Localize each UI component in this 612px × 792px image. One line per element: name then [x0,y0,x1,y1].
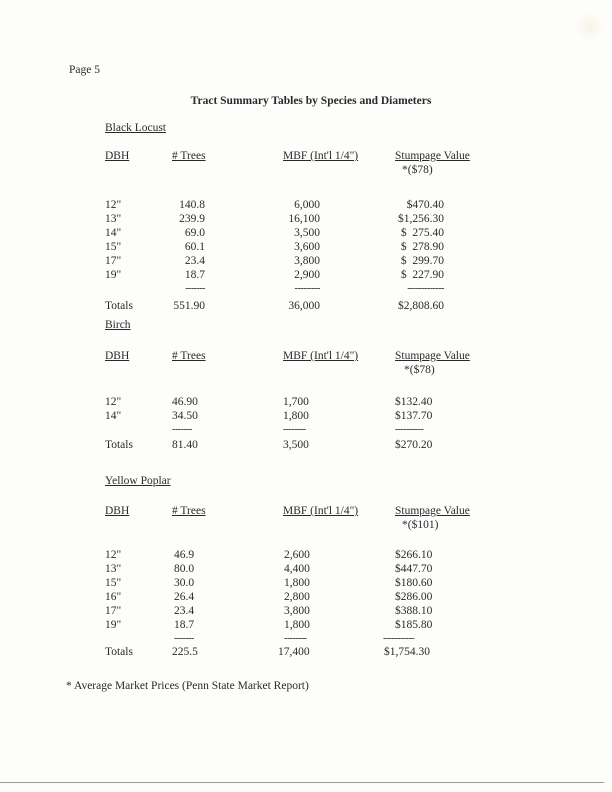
cell-value: $ 275.40 [400,227,444,239]
cell-mbf: 1,800 [284,619,310,631]
dash-separator: -------- [283,424,306,435]
cell-trees: 46.9 [174,549,195,561]
header-mbf: MBF (Int'l 1/4") [283,150,359,162]
paper-stain [575,12,605,42]
header-trees: # Trees [172,350,206,362]
cell-trees: 34.50 [172,410,198,422]
dash-separator: --------- [294,283,320,294]
dash-separator: ------- [172,424,192,435]
separator-row [0,632,612,646]
cell-mbf: 3,800 [294,255,320,267]
cell-dbh: 14" [105,227,122,239]
cell-value: $447.70 [395,563,433,575]
table-row [0,198,612,212]
cell-dbh: 12" [105,396,122,408]
header-stumpage-value: Stumpage Value [395,505,470,517]
header-stumpage-value: Stumpage Value [395,150,470,162]
cell-dbh: 13" [105,563,122,575]
species-heading: Black Locust [105,122,166,134]
total-mbf: 3,500 [283,439,309,451]
total-trees: 81.40 [172,439,198,451]
totals-label: Totals [105,439,133,451]
cell-value: $1,256.30 [398,213,444,225]
cell-dbh: 12" [105,199,122,211]
footnote: * Average Market Prices (Penn State Market Report) [66,680,309,692]
cell-mbf: 2,600 [284,549,310,561]
cell-mbf: 4,400 [284,563,310,575]
table-row [0,562,612,576]
table-row [0,212,612,226]
separator-row [0,423,612,437]
dash-separator: ----------- [383,633,415,644]
header-stumpage-value: Stumpage Value [395,350,470,362]
page-bottom-rule [0,782,604,783]
total-value: $1,754.30 [384,646,430,658]
header-mbf: MBF (Int'l 1/4") [283,350,359,362]
table-row [0,226,612,240]
cell-value: $266.10 [395,549,433,561]
price-note: *($78) [402,164,433,176]
header-trees: # Trees [172,150,206,162]
cell-value: $286.00 [395,591,433,603]
cell-mbf: 6,000 [294,199,320,211]
separator-row [0,282,612,296]
table-row [0,576,612,590]
table-row [0,395,612,409]
total-trees: 225.5 [172,646,198,658]
cell-value: $388.10 [395,605,433,617]
header-dbh: DBH [105,350,130,362]
total-value: $270.20 [395,439,433,451]
dash-separator: ---------- [395,424,424,435]
cell-mbf: 3,500 [294,227,320,239]
cell-trees: 30.0 [174,577,195,589]
cell-trees: 69.0 [184,227,205,239]
cell-value: $185.80 [395,619,433,631]
table-row [0,548,612,562]
cell-value: $137.70 [395,410,433,422]
cell-dbh: 19" [105,269,122,281]
cell-mbf: 1,800 [283,410,309,422]
table-row [0,604,612,618]
totals-label: Totals [105,646,133,658]
cell-mbf: 2,900 [294,269,320,281]
cell-dbh: 13" [105,213,122,225]
total-mbf: 17,400 [278,646,310,658]
cell-dbh: 15" [105,241,122,253]
cell-mbf: 1,700 [283,396,309,408]
cell-trees: 46.90 [172,396,198,408]
cell-value: $132.40 [395,396,433,408]
cell-trees: 140.8 [179,199,205,211]
cell-mbf: 16,100 [288,213,320,225]
totals-row [0,299,612,313]
total-value: $2,808.60 [398,300,444,312]
cell-dbh: 17" [105,605,122,617]
cell-dbh: 14" [105,410,122,422]
totals-label: Totals [105,300,133,312]
table-row [0,268,612,282]
document-title: Tract Summary Tables by Species and Diameters [190,95,432,107]
cell-mbf: 1,800 [284,577,310,589]
cell-value: $ 278.90 [400,241,444,253]
cell-mbf: 3,600 [294,241,320,253]
cell-trees: 239.9 [179,213,205,225]
cell-value: $180.60 [395,577,433,589]
cell-trees: 23.4 [174,605,195,617]
dash-separator: -------- [284,633,307,644]
cell-dbh: 16" [105,591,122,603]
cell-dbh: 12" [105,549,122,561]
cell-mbf: 2,800 [284,591,310,603]
cell-dbh: 15" [105,577,122,589]
header-mbf: MBF (Int'l 1/4") [283,505,359,517]
header-dbh: DBH [105,505,130,517]
table-row [0,240,612,254]
cell-mbf: 3,800 [284,605,310,617]
cell-value: $ 227.90 [400,269,444,281]
cell-dbh: 19" [105,619,122,631]
cell-value: $470.40 [406,199,444,211]
table-row [0,409,612,423]
species-heading: Yellow Poplar [105,475,171,487]
species-heading: Birch [105,319,131,331]
cell-dbh: 17" [105,255,122,267]
dash-separator: ------- [185,283,205,294]
totals-row [0,645,612,659]
total-mbf: 36,000 [288,300,320,312]
dash-separator: ------------- [407,283,444,294]
totals-row [0,438,612,452]
cell-trees: 18.7 [174,619,195,631]
header-trees: # Trees [172,505,206,517]
page-number: Page 5 [69,64,100,76]
cell-value: $ 299.70 [400,255,444,267]
total-trees: 551.90 [173,300,205,312]
cell-trees: 26.4 [174,591,195,603]
table-row [0,618,612,632]
dash-separator: ------- [174,633,194,644]
cell-trees: 18.7 [184,269,205,281]
table-row [0,590,612,604]
table-row [0,254,612,268]
header-dbh: DBH [105,150,130,162]
cell-trees: 80.0 [174,563,195,575]
price-note: *($78) [404,364,435,376]
cell-trees: 60.1 [184,241,205,253]
price-note: *($101) [402,519,439,531]
cell-trees: 23.4 [184,255,205,267]
